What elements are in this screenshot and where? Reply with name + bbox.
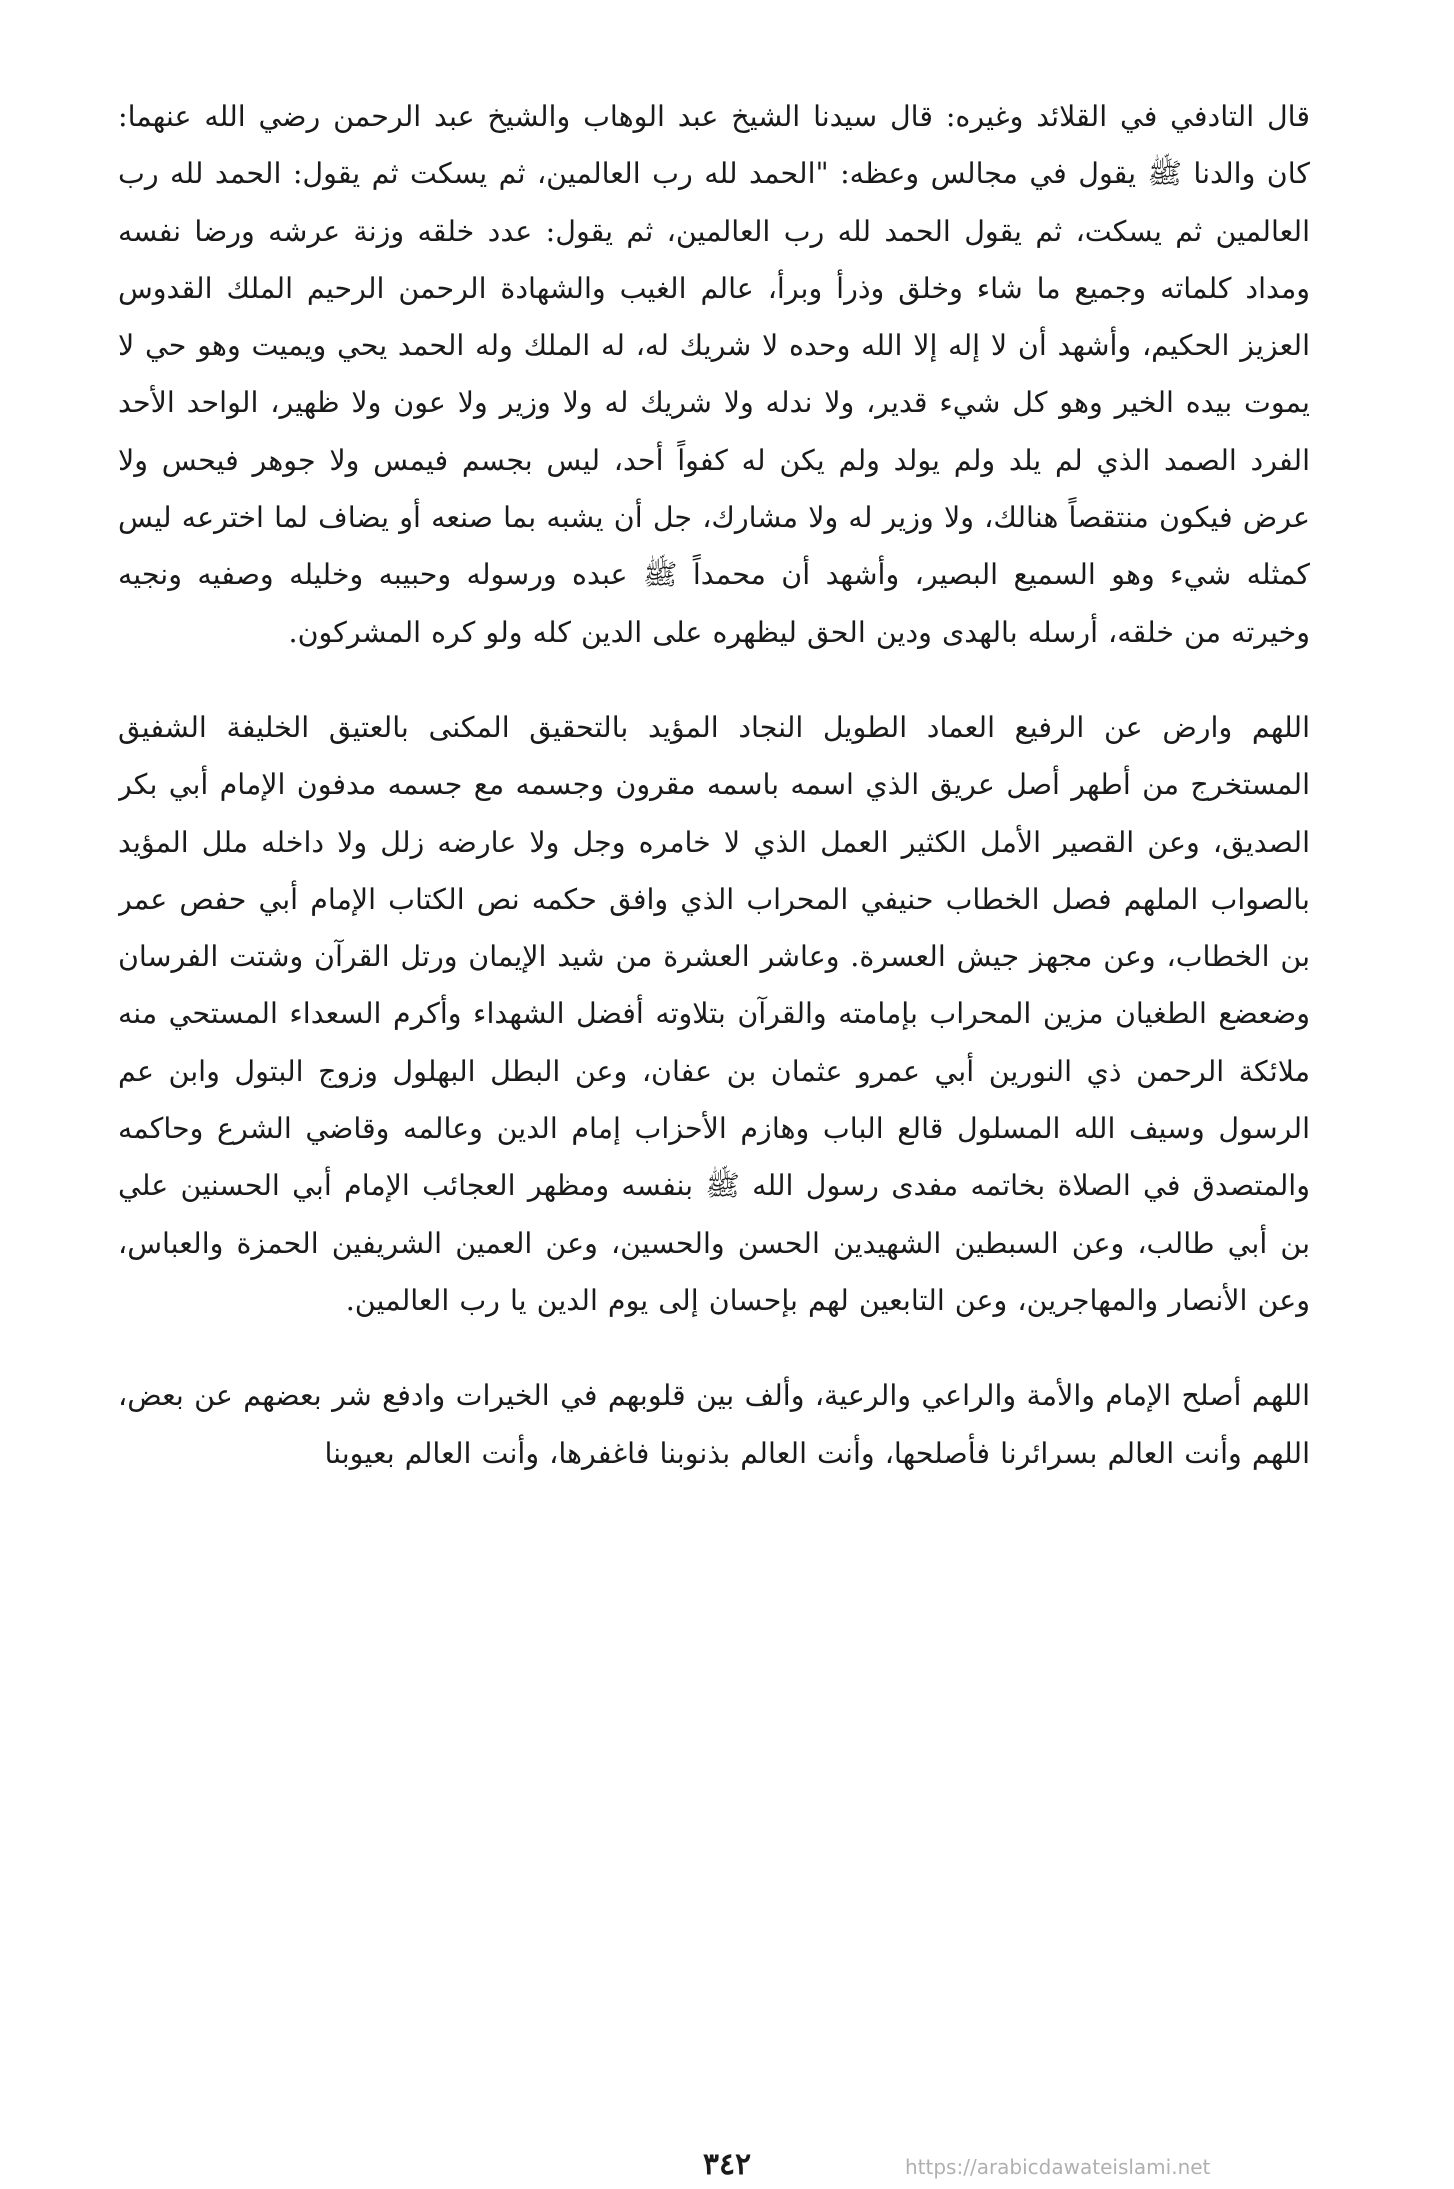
- website-watermark: https://arabicdawateislami.net: [905, 2155, 1211, 2179]
- page-body: [118, 88, 1310, 2048]
- paragraph-1: قال التادفي في القلائد وغيره: قال سيدنا الشيخ عبد الوهاب والشيخ عبد الرحمن رضي الله عنهما: كان والدنا ﷺ يقول في مجالس وعظه: "الحمد لله رب العالمين، ثم يسكت ثم يقول: الحمد لله رب العالمين ثم يسكت، ثم يقول الحمد لله رب العالمين، ثم يقول: عدد خلقه وزنة عرشه ورضا نفسه ومداد كلماته وجميع ما شاء وخلق وذرأ وبرأ، عالم الغيب والشهادة الرحمن الرحيم الملك القدوس العزيز الحكيم، وأشهد أن لا إله إلا الله وحده لا شريك له، له الملك وله الحمد يحي ويميت وهو حي لا يموت بيده الخير وهو كل شيء قدير، ولا ندله ولا شريك له ولا وزير ولا عون ولا ظهير، الواحد الأحد الفرد الصمد الذي لم يلد ولم يولد ولم يكن له كفواً أحد، ليس بجسم فيمس ولا جوهر فيحس ولا عرض فيكون منتقصاً هنالك، ولا وزير له ولا مشارك، جل أن يشبه بما صنعه أو يضاف لما اخترعه ليس كمثله شيء وهو السميع البصير، وأشهد أن محمداً ﷺ عبده ورسوله وحبيبه وخليله وصفيه ونجيه وخيرته من خلقه، أرسله بالهدى ودين الحق ليظهره على الدين كله ولو كره المشركون.: [118, 100, 1310, 649]
- paragraph-2: اللهم وارض عن الرفيع العماد الطويل النجاد المؤيد بالتحقيق المكنى بالعتيق الخليفة الشفيق المستخرج من أطهر أصل عريق الذي اسمه باسمه مقرون وجسمه مع جسمه مدفون الإمام أبي بكر الصديق، وعن القصير الأمل الكثير العمل الذي لا خامره وجل ولا عارضه زلل ولا داخله ملل المؤيد بالصواب الملهم فصل الخطاب حنيفي المحراب الذي وافق حكمه نص الكتاب الإمام أبي حفص عمر بن الخطاب، وعن مجهز جيش العسرة. وعاشر العشرة من شيد الإيمان ورتل القرآن وشتت الفرسان وضعضع الطغيان مزين المحراب بإمامته والقرآن بتلاوته أفضل الشهداء وأكرم السعداء المستحي منه ملائكة الرحمن ذي النورين أبي عمرو عثمان بن عفان، وعن البطل البهلول وزوج البتول وابن عم الرسول وسيف الله المسلول قالع الباب وهازم الأحزاب إمام الدين وعالمه وقاضي الشرع وحاكمه والمتصدق في الصلاة بخاتمه مفدى رسول الله ﷺ بنفسه ومظهر العجائب الإمام أبي الحسنين علي بن أبي طالب، وعن السبطين الشهيدين الحسن والحسين، وعن العمين الشريفين الحمزة والعباس، وعن الأنصار والمهاجرين، وعن التابعين لهم بإحسان إلى يوم الدين يا رب العالمين.: [118, 710, 1310, 1317]
- page-number: ٣٤٢: [702, 2147, 752, 2182]
- paragraph-3: اللهم أصلح الإمام والأمة والراعي والرعية، وألف بين قلوبهم في الخيرات وادفع شر بعضهم عن بعض، اللهم وأنت العالم بسرائرنا فأصلحها، وأنت العالم بذنوبنا فاغفرها، وأنت العالم بعيوبنا: [118, 1379, 1310, 1470]
